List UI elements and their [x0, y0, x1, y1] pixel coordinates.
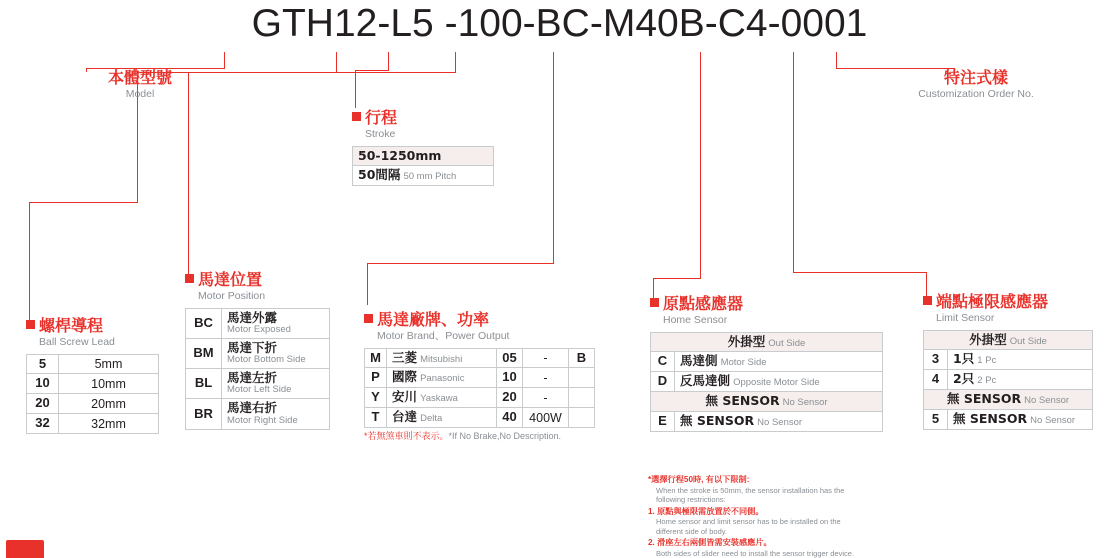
- part-segment-home-sensor: C4: [717, 2, 768, 45]
- brand-en: Mitsubishi: [420, 353, 463, 365]
- motorpos-code: BL: [186, 369, 222, 399]
- callout-motorpos-title-en: Motor Position: [198, 290, 266, 302]
- table-row: [186, 399, 330, 429]
- leader-line-motorbrand-v2: [553, 74, 554, 264]
- home-zh: 無 SENSOR: [680, 413, 755, 429]
- leader-line-motorbrand-v3: [367, 263, 368, 305]
- brake-code: [569, 408, 595, 428]
- part-segment-motor-brand: M40B: [602, 2, 705, 45]
- brand-code: T: [365, 408, 387, 428]
- part-segment-motor-position: BC: [535, 2, 590, 45]
- limit-zh: 1只: [953, 351, 975, 367]
- callout-limit-title-en: Limit Sensor: [936, 312, 995, 324]
- power-code: 40: [497, 408, 523, 428]
- home-en: Motor Side: [720, 357, 767, 369]
- motorpos-zh: 馬達左折: [227, 370, 278, 386]
- leader-line-motorbrand-v1: [553, 52, 554, 74]
- callout-motorbrand-header: [364, 312, 595, 342]
- callout-stroke: [352, 110, 494, 186]
- leader-line-custom-h: [836, 68, 954, 69]
- stroke-pitch-en: 50 mm Pitch: [403, 171, 457, 183]
- leader-line-stroke-v1: [388, 52, 389, 70]
- limit-en: No Sensor: [1030, 415, 1076, 427]
- home-code: E: [651, 412, 675, 432]
- part-segment-stroke: 100: [457, 2, 523, 45]
- motor-brand-note-zh: *若無煞車則不表示。: [364, 431, 449, 442]
- limit-zh: 2只: [953, 371, 975, 387]
- brand-zh: 安川: [392, 389, 418, 405]
- page-corner-tab: [6, 540, 44, 558]
- bullet-square-icon: [650, 298, 659, 307]
- limit-sensor-table: [923, 330, 1093, 431]
- power-code: 05: [497, 348, 523, 368]
- table-row-header: [924, 330, 1093, 350]
- leader-line-custom-v1: [836, 52, 837, 68]
- home-en: No Sensor: [757, 417, 803, 429]
- limit-en: 2 Pc: [977, 375, 997, 387]
- table-row: [365, 368, 595, 388]
- motorpos-en: Motor Left Side: [227, 384, 292, 396]
- callout-home-header: [650, 296, 883, 326]
- part-segment-lead: L5: [390, 2, 434, 45]
- callout-motor-brand-power: [364, 312, 595, 443]
- motorpos-code: BM: [186, 338, 222, 368]
- callout-customization-title-en: Customization Order No.: [918, 88, 1034, 100]
- motorpos-zh: 馬達外露: [227, 309, 278, 325]
- callout-model: [108, 70, 172, 100]
- table-row: [924, 370, 1093, 390]
- motorpos-en: Motor Exposed: [227, 323, 291, 335]
- limit-head-en: Out Side: [1009, 335, 1047, 347]
- callout-motorbrand-title-en: Motor Brand、Power Output: [377, 330, 510, 342]
- callout-motorbrand-title-zh: 馬達廠牌、功率: [377, 310, 490, 329]
- part-segment-customization: 0001: [780, 2, 868, 45]
- leader-line-lead-down: [29, 202, 30, 320]
- table-row: [924, 410, 1093, 430]
- home-note-line0: [648, 475, 863, 486]
- part-separator: -: [444, 2, 458, 45]
- callout-home-title-zh: 原點感應器: [663, 294, 744, 313]
- callout-model-header: [108, 70, 172, 100]
- leader-line-motorpos-h: [188, 72, 456, 73]
- stroke-pitch-zh: 50間隔: [358, 167, 401, 183]
- callout-model-title-zh: 本體型號: [108, 68, 173, 87]
- home-code: C: [651, 352, 675, 372]
- brake-code: B: [569, 348, 595, 368]
- limit-code: 4: [924, 370, 948, 390]
- leader-line-motorpos-v1: [455, 52, 456, 72]
- bullet-square-icon: [185, 274, 194, 283]
- ball-screw-lead-table: [26, 354, 159, 435]
- home-zh: 馬達側: [680, 353, 718, 369]
- stroke-range: 50-1250mm: [358, 147, 442, 163]
- limit-code: 5: [924, 410, 948, 430]
- leader-line-motorpos-v2: [188, 72, 189, 274]
- motorpos-code: BC: [186, 308, 222, 338]
- home-note-item1-zh: 1. 原點與極限需放置於不同側。: [648, 506, 764, 516]
- lead-code: 5: [27, 354, 59, 374]
- home-note-item2-zh: 2. 滑座左右兩側皆需安裝感應片。: [648, 538, 772, 548]
- motorpos-zh: 馬達右折: [227, 400, 278, 416]
- power-code: 20: [497, 388, 523, 408]
- motorpos-code: BR: [186, 399, 222, 429]
- motorpos-en: Motor Right Side: [227, 414, 298, 426]
- limit-head-zh: 外掛型: [969, 331, 1007, 347]
- table-row: [651, 372, 883, 392]
- table-row: [924, 350, 1093, 370]
- home-band-en: No Sensor: [782, 397, 828, 409]
- bullet-square-icon: [26, 320, 35, 329]
- home-en: Opposite Motor Side: [733, 377, 820, 389]
- lead-code: 32: [27, 414, 59, 434]
- motorpos-zh: 馬達下折: [227, 339, 278, 355]
- brand-en: Delta: [420, 413, 443, 425]
- part-separator: -: [589, 2, 603, 45]
- home-code: D: [651, 372, 675, 392]
- power-value: -: [523, 348, 569, 368]
- lead-value: 10mm: [59, 374, 159, 394]
- brand-zh: 台達: [392, 409, 418, 425]
- table-row: [186, 369, 330, 399]
- leader-line-lead-horizontal-bottom: [29, 202, 138, 203]
- callout-lead-header: [26, 318, 159, 348]
- brand-zh: 國際: [392, 369, 418, 385]
- table-row-band: [651, 392, 883, 412]
- brand-code: M: [365, 348, 387, 368]
- leader-line-stroke-h: [355, 70, 389, 71]
- part-number-heading: [0, 2, 1119, 46]
- table-row: [365, 388, 595, 408]
- power-value: 400W: [523, 408, 569, 428]
- bullet-square-icon: [352, 112, 361, 121]
- brand-en: Panasonic: [420, 373, 465, 385]
- leader-line-home-v2: [700, 72, 701, 279]
- leader-line-model-vertical: [224, 52, 225, 68]
- table-row: [365, 348, 595, 368]
- power-value: -: [523, 388, 569, 408]
- leader-line-limit-v2: [793, 72, 794, 273]
- lead-value: 32mm: [59, 414, 159, 434]
- callout-motor-position: [185, 272, 330, 430]
- brand-zh: 三菱: [392, 349, 418, 365]
- motorpos-en: Motor Bottom Side: [227, 354, 306, 366]
- table-row: [186, 308, 330, 338]
- power-code: 10: [497, 368, 523, 388]
- stroke-table: [352, 146, 494, 187]
- leader-line-lead-vertical: [336, 52, 337, 72]
- table-row: [651, 412, 883, 432]
- part-separator: -: [522, 2, 536, 45]
- callout-limit-title-zh: 端點極限感應器: [936, 292, 1049, 311]
- home-head-en: Out Side: [768, 337, 806, 349]
- home-band-zh: 無 SENSOR: [705, 393, 780, 409]
- callout-limit-header: [923, 294, 1093, 324]
- callout-home-title-en: Home Sensor: [663, 314, 728, 326]
- leader-line-motorbrand-h: [367, 263, 554, 264]
- callout-ball-screw-lead: [26, 318, 159, 434]
- callout-model-title-en: Model: [125, 88, 155, 100]
- callout-customization-header: [866, 70, 1086, 100]
- callout-customization-title-zh: 特注式樣: [943, 68, 1008, 87]
- motor-brand-table: [364, 348, 595, 429]
- limit-zh: 無 SENSOR: [953, 411, 1028, 427]
- callout-customization: [866, 70, 1086, 100]
- home-sensor-table: [650, 332, 883, 433]
- callout-home-sensor: [650, 296, 883, 432]
- leader-line-limit-h: [793, 272, 926, 273]
- limit-band-en: No Sensor: [1024, 395, 1070, 407]
- lead-value: 5mm: [59, 354, 159, 374]
- table-row-band: [924, 390, 1093, 410]
- callout-limit-sensor: [923, 294, 1093, 430]
- motor-brand-note: [364, 431, 595, 443]
- table-row-header: [651, 332, 883, 352]
- home-note-item2-en: Both sides of slider need to install the sensor trigger device.: [656, 548, 855, 558]
- limit-en: 1 Pc: [977, 355, 997, 367]
- brake-code: [569, 388, 595, 408]
- part-separator: -: [767, 2, 781, 45]
- lead-code: 20: [27, 394, 59, 414]
- callout-motorpos-title-zh: 馬達位置: [198, 270, 263, 289]
- callout-motorpos-header: [185, 272, 330, 302]
- brand-code: P: [365, 368, 387, 388]
- brake-code: [569, 368, 595, 388]
- part-separator: -: [377, 2, 391, 45]
- lead-value: 20mm: [59, 394, 159, 414]
- callout-lead-title-zh: 螺桿導程: [39, 316, 104, 335]
- brand-code: Y: [365, 388, 387, 408]
- table-row: [27, 354, 159, 374]
- motor-brand-note-en: *If No Brake,No Description.: [448, 431, 562, 442]
- callout-stroke-title-zh: 行程: [365, 108, 398, 127]
- home-zh: 反馬達側: [680, 373, 731, 389]
- home-head-zh: 外掛型: [727, 333, 766, 349]
- limit-code: 3: [924, 350, 948, 370]
- callout-stroke-title-en: Stroke: [365, 128, 396, 140]
- table-row: [27, 414, 159, 434]
- leader-line-home-v1: [700, 52, 701, 72]
- home-sensor-note: [648, 475, 863, 558]
- power-value: -: [523, 368, 569, 388]
- table-row: [365, 408, 595, 428]
- bullet-square-icon: [923, 296, 932, 305]
- leader-line-limit-v1: [793, 52, 794, 72]
- leader-line-model-down: [86, 68, 87, 72]
- home-note-item1-en: Home sensor and limit sensor has to be installed on the different side of body.: [656, 517, 841, 536]
- table-row: [651, 352, 883, 372]
- limit-band-zh: 無 SENSOR: [946, 391, 1022, 407]
- table-row: [27, 394, 159, 414]
- part-separator: -: [704, 2, 718, 45]
- table-row: [353, 166, 494, 186]
- table-row: [27, 374, 159, 394]
- brand-en: Yaskawa: [420, 393, 458, 405]
- motor-position-table: [185, 308, 330, 430]
- table-row: [353, 146, 494, 166]
- leader-line-stroke-v2: [355, 70, 356, 108]
- lead-code: 10: [27, 374, 59, 394]
- callout-lead-title-en: Ball Screw Lead: [39, 336, 115, 348]
- bullet-square-icon: [364, 314, 373, 323]
- home-note-line0-zh: *選擇行程50時, 有以下限制:: [648, 475, 750, 484]
- callout-stroke-header: [352, 110, 494, 140]
- leader-line-home-h: [653, 278, 701, 279]
- part-segment-model: GTH12: [251, 2, 378, 45]
- table-row: [186, 338, 330, 368]
- home-note-line0-en: When the stroke is 50mm, the sensor installation has the following restrictions:: [656, 485, 845, 505]
